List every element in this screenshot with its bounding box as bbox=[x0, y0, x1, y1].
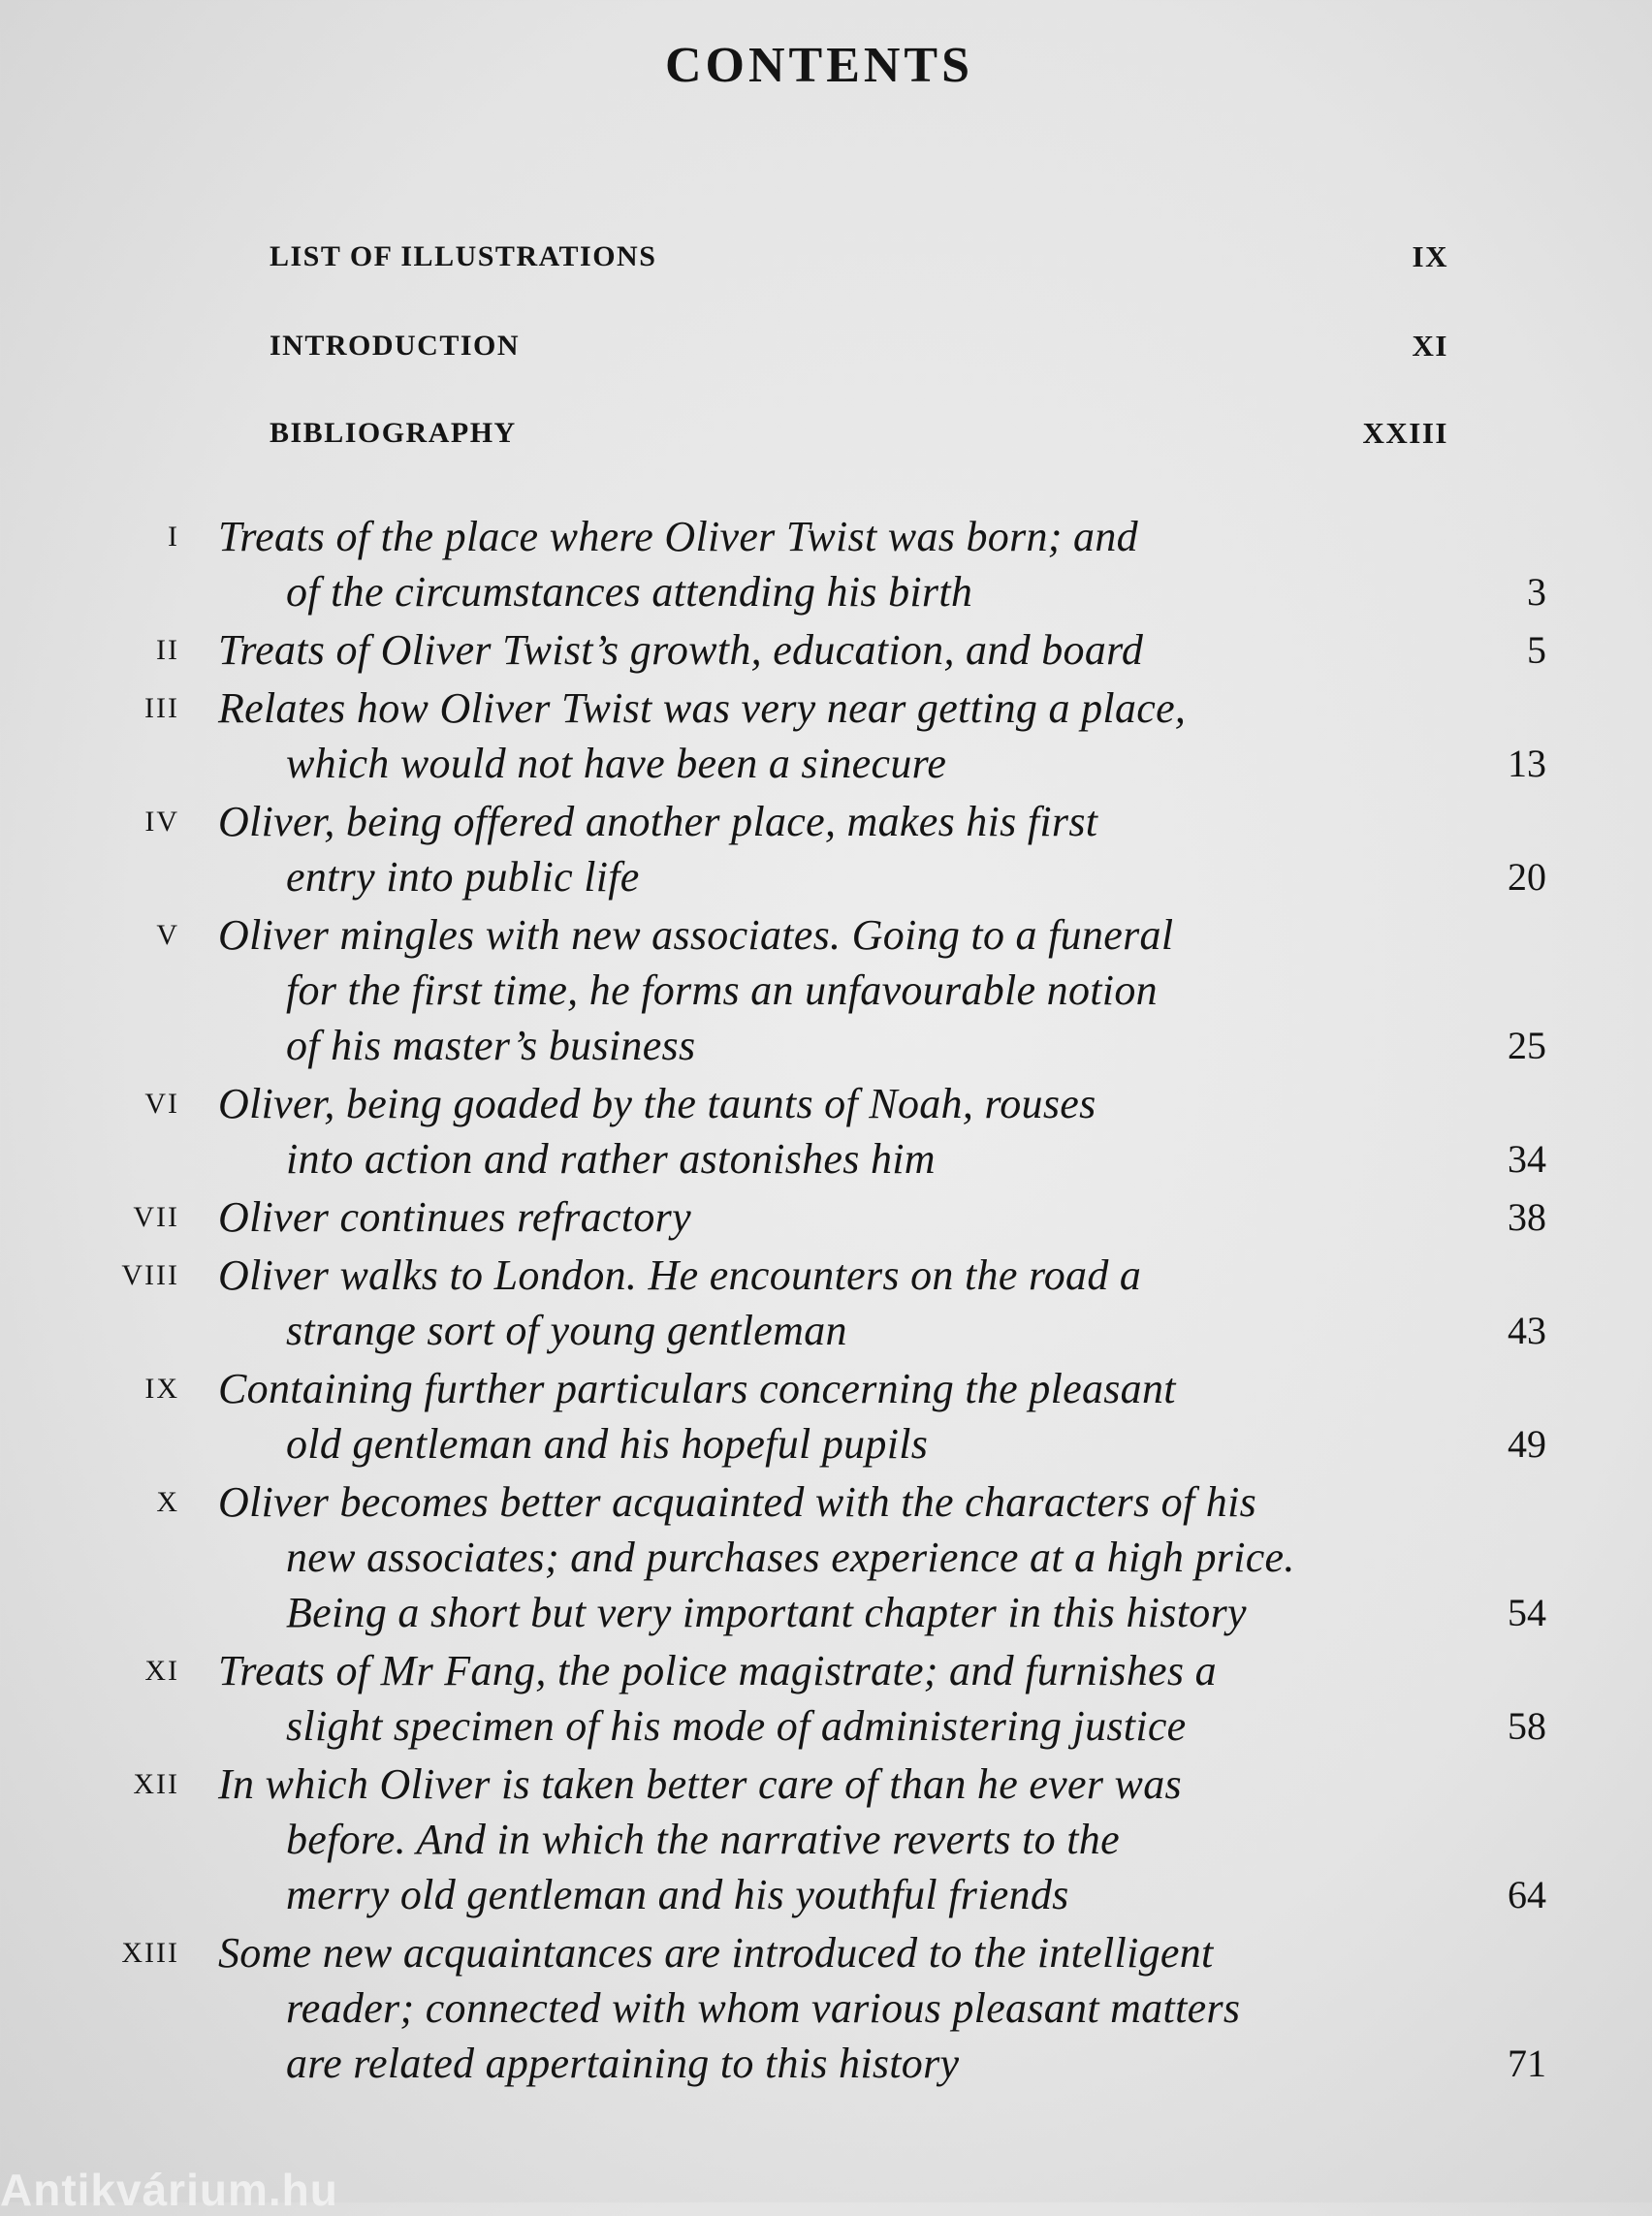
chapter-title bbox=[218, 622, 1420, 678]
chapter-entry bbox=[0, 1757, 1652, 1922]
chapter-entry bbox=[0, 1076, 1652, 1187]
chapter-title bbox=[218, 1189, 1420, 1245]
chapter-title-line: slight specimen of his mode of administering justice bbox=[286, 1702, 1187, 1750]
chapter-entry bbox=[0, 1361, 1652, 1472]
chapter-page-number: 5 bbox=[1527, 628, 1546, 672]
chapter-title-line: Oliver, being goaded by the taunts of Noah, rouses bbox=[218, 1080, 1096, 1127]
chapter-number: IV bbox=[144, 806, 179, 838]
chapter-title bbox=[218, 509, 1420, 619]
chapter-title bbox=[218, 1925, 1420, 2091]
chapter-entry bbox=[0, 681, 1652, 791]
chapter-title bbox=[218, 1643, 1420, 1754]
chapter-number: III bbox=[144, 692, 179, 724]
front-matter-row bbox=[270, 409, 1448, 458]
chapter-title-line: Relates how Oliver Twist was very near getting a place, bbox=[218, 684, 1187, 732]
chapter-title-line: strange sort of young gentleman bbox=[286, 1307, 847, 1354]
front-matter-label: LIST OF ILLUSTRATIONS bbox=[270, 240, 657, 272]
chapter-title-line: old gentleman and his hopeful pupils bbox=[286, 1420, 929, 1468]
chapter-title bbox=[218, 681, 1420, 791]
chapter-entry bbox=[0, 794, 1652, 904]
front-matter-label: INTRODUCTION bbox=[270, 330, 521, 362]
chapter-number: XIII bbox=[121, 1937, 179, 1969]
chapter-title-line: reader; connected with whom various pleasant matters bbox=[286, 1984, 1241, 2032]
chapter-title-line: are related appertaining to this history bbox=[286, 2040, 960, 2087]
chapter-entry bbox=[0, 1643, 1652, 1754]
chapter-title-line: merry old gentleman and his youthful friends bbox=[286, 1871, 1069, 1918]
chapter-number: VIII bbox=[121, 1259, 179, 1291]
chapter-page-number: 49 bbox=[1508, 1422, 1546, 1466]
chapter-title bbox=[218, 1757, 1420, 1922]
chapter-entry bbox=[0, 622, 1652, 678]
chapter-title bbox=[218, 1076, 1420, 1187]
chapter-title-line: Treats of the place where Oliver Twist was born; and bbox=[218, 513, 1138, 560]
chapter-title-line: Treats of Oliver Twist’s growth, education, and board bbox=[218, 626, 1144, 674]
chapter-page-number: 71 bbox=[1508, 2042, 1546, 2085]
chapter-title-line: Oliver walks to London. He encounters on the road a bbox=[218, 1251, 1142, 1299]
chapter-title-line: which would not have been a sinecure bbox=[286, 740, 947, 787]
chapter-page-number: 43 bbox=[1508, 1309, 1546, 1352]
chapter-title-line: Being a short but very important chapter in this history bbox=[286, 1589, 1247, 1636]
chapter-entry bbox=[0, 1474, 1652, 1640]
chapter-title-line: Oliver mingles with new associates. Going to a funeral bbox=[218, 911, 1174, 959]
chapter-title bbox=[218, 794, 1420, 904]
chapter-page-number: 25 bbox=[1508, 1024, 1546, 1067]
chapter-title bbox=[218, 907, 1420, 1073]
front-matter-page: IX bbox=[1412, 239, 1448, 273]
chapter-title-line: of the circumstances attending his birth bbox=[286, 568, 973, 616]
chapter-title-line: Some new acquaintances are introduced to the intelligent bbox=[218, 1929, 1214, 1977]
chapter-entry bbox=[0, 1925, 1652, 2091]
front-matter-row bbox=[270, 233, 1448, 281]
chapter-title bbox=[218, 1248, 1420, 1358]
chapter-number: I bbox=[168, 521, 179, 553]
chapter-number: VI bbox=[144, 1088, 179, 1120]
chapter-entry bbox=[0, 509, 1652, 619]
front-matter-row bbox=[270, 322, 1448, 370]
chapter-title-line: for the first time, he forms an unfavourable notion bbox=[286, 966, 1158, 1014]
chapter-page-number: 3 bbox=[1527, 570, 1546, 614]
chapter-number: IX bbox=[144, 1373, 179, 1405]
watermark: Antikvárium.hu bbox=[0, 2165, 338, 2215]
chapter-entry bbox=[0, 907, 1652, 1073]
chapter-title-line: Oliver continues refractory bbox=[218, 1193, 691, 1241]
chapter-page-number: 38 bbox=[1508, 1195, 1546, 1239]
chapter-title-line: Oliver becomes better acquainted with the characters of his bbox=[218, 1478, 1257, 1526]
chapter-title-line: Oliver, being offered another place, makes his first bbox=[218, 798, 1098, 845]
chapter-number: II bbox=[156, 634, 179, 666]
chapter-number: XI bbox=[144, 1655, 179, 1687]
chapter-title-line: before. And in which the narrative reverts to the bbox=[286, 1816, 1120, 1863]
chapter-title-line: into action and rather astonishes him bbox=[286, 1135, 936, 1183]
front-matter-page: XXIII bbox=[1362, 416, 1448, 450]
chapter-title-line: In which Oliver is taken better care of than he ever was bbox=[218, 1760, 1182, 1808]
chapter-list bbox=[0, 509, 1652, 2094]
chapter-title bbox=[218, 1361, 1420, 1472]
chapter-number: XII bbox=[133, 1768, 179, 1800]
chapter-title-line: entry into public life bbox=[286, 853, 640, 901]
chapter-page-number: 34 bbox=[1508, 1137, 1546, 1181]
chapter-title-line: Treats of Mr Fang, the police magistrate; and furnishes a bbox=[218, 1647, 1217, 1694]
chapter-title-line: new associates; and purchases experience at a high price. bbox=[286, 1534, 1295, 1581]
front-matter-label: BIBLIOGRAPHY bbox=[270, 417, 517, 449]
chapter-page-number: 13 bbox=[1508, 742, 1546, 785]
page-title: CONTENTS bbox=[664, 38, 974, 93]
front-matter-page: XI bbox=[1412, 329, 1448, 363]
chapter-page-number: 20 bbox=[1508, 855, 1546, 899]
chapter-page-number: 64 bbox=[1508, 1873, 1546, 1916]
chapter-number: V bbox=[156, 919, 179, 951]
chapter-entry bbox=[0, 1248, 1652, 1358]
chapter-number: X bbox=[156, 1486, 179, 1518]
chapter-title-line: Containing further particulars concerning the pleasant bbox=[218, 1365, 1176, 1412]
chapter-entry bbox=[0, 1189, 1652, 1245]
chapter-number: VII bbox=[133, 1201, 179, 1233]
chapter-page-number: 54 bbox=[1508, 1591, 1546, 1634]
chapter-title-line: of his master’s business bbox=[286, 1022, 696, 1069]
chapter-title bbox=[218, 1474, 1420, 1640]
chapter-page-number: 58 bbox=[1508, 1704, 1546, 1748]
